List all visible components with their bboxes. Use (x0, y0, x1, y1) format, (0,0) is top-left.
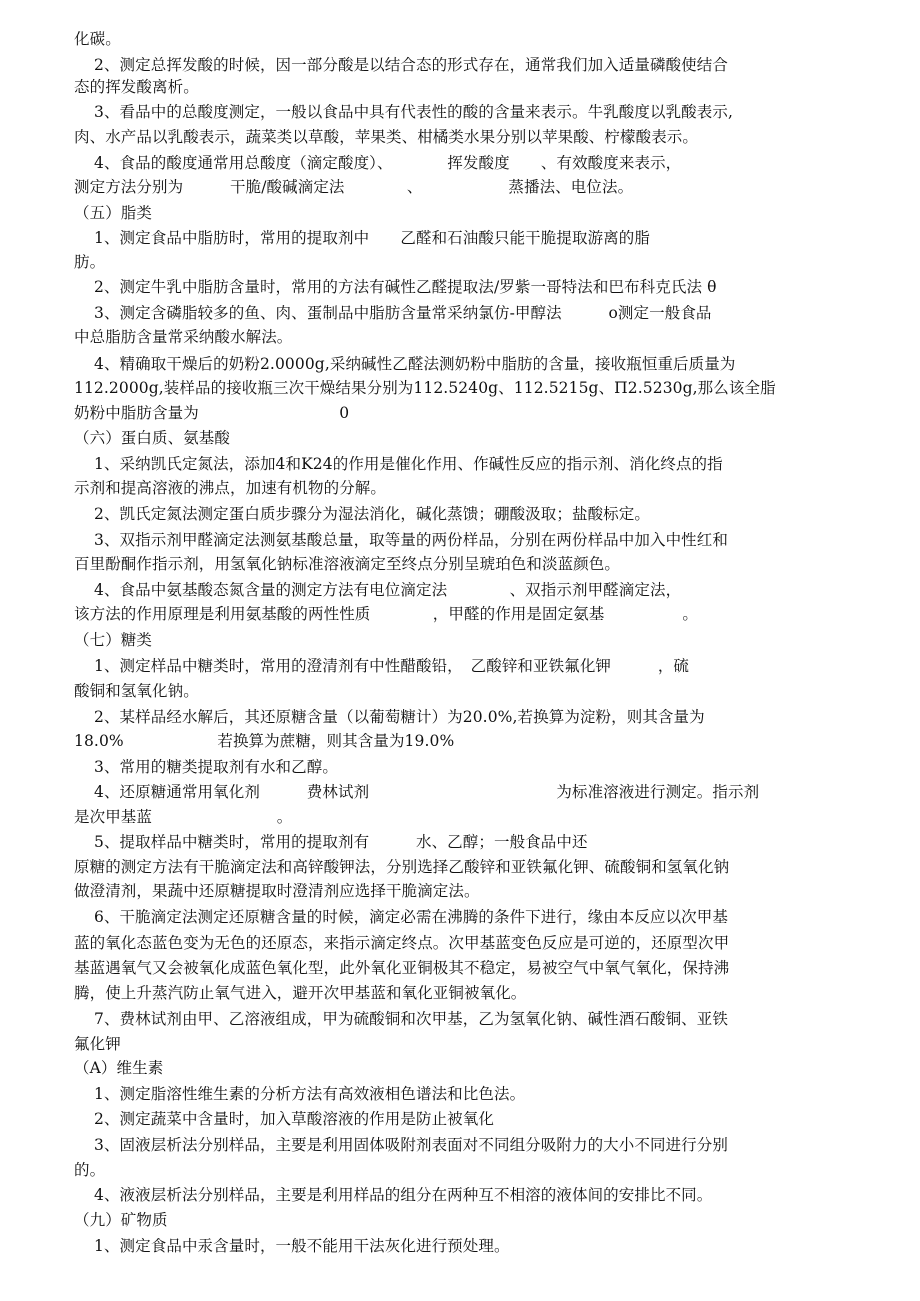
text-line: 3、测定含磷脂较多的鱼、肉、蛋制品中脂肪含量常采纳氯仿-甲醇法 o测定一般食品 (94, 304, 712, 322)
text-line: 1、测定脂溶性维生素的分析方法有高效液相色谱法和比色法。 (94, 1085, 526, 1103)
text-line: 4、还原糖通常用氧化剂 费林试剂 为标准溶液进行测定。指示剂 (94, 783, 760, 801)
text-line: 3、常用的糖类提取剂有水和乙醇。 (94, 758, 338, 776)
text-line: 做澄清剂，果蔬中还原糖提取时澄清剂应选择干脆滴定法。 (74, 882, 480, 900)
text-line: 4、食品的酸度通常用总酸度（滴定酸度）、 挥发酸度 、有效酸度来表示， (94, 154, 682, 172)
text-line: 4、精确取干燥后的奶粉2.0000g,采纳碱性乙醛法测奶粉中脂肪的含量，接收瓶恒重后质量为 (94, 355, 736, 373)
text-line: 态的挥发酸离析。 (74, 78, 199, 96)
text-line: 是次甲基蓝 。 (74, 808, 293, 826)
text-line: 示剂和提高溶液的沸点，加速有机物的分解。 (74, 479, 387, 497)
text-line: 百里酚酮作指示剂，用氢氧化钠标准溶液滴定至终点分别呈琥珀色和淡蓝颜色。 (74, 555, 621, 573)
text-line: 3、固液层析法分别样品，主要是利用固体吸附剂表面对不同组分吸附力的大小不同进行分别 (94, 1136, 728, 1154)
section-heading: （七）糖类 (74, 631, 153, 649)
text-line: 腾，使上升蒸汽防止氧气进入，避开次甲基蓝和氧化亚铜被氧化。 (74, 984, 527, 1002)
text-line: 1、采纳凯氏定氮法，添加4和K24的作用是催化作用、作碱性反应的指示剂、消化终点的指 (94, 455, 723, 473)
text-line: 测定方法分别为 干脆/酸碱滴定法 、 蒸播法、电位法。 (74, 178, 634, 196)
section-heading: （六）蛋白质、氨基酸 (74, 429, 231, 447)
text-line: 4、液液层析法分别样品，主要是利用样品的组分在两种互不相溶的液体间的安排比不同。 (94, 1186, 713, 1204)
text-line: 蓝的氧化态蓝色变为无色的还原态，来指示滴定终点。次甲基蓝变色反应是可逆的，还原型次甲 (74, 934, 730, 952)
section-heading: （九）矿物质 (74, 1211, 168, 1229)
text-line: 该方法的作用原理是利用氨基酸的两性性质 ，甲醛的作用是固定氨基 。 (74, 605, 699, 623)
text-line: 3、双指示剂甲醛滴定法测氨基酸总量，取等量的两份样品，分别在两份样品中加入中性红和 (94, 531, 728, 549)
text-line: 1、测定样品中糖类时，常用的澄清剂有中性醋酸铅， 乙酸锌和亚铁氟化钾 ，硫 (94, 657, 690, 675)
text-line: 2、测定总挥发酸的时候，因一部分酸是以结合态的形式存在，通常我们加入适量磷酸使结合 (94, 56, 728, 74)
text-line: 2、测定牛乳中脂肪含量时，常用的方法有碱性乙醛提取法/罗紫一哥特法和巴布科克氏法 θ (94, 278, 717, 296)
text-line: 中总脂肪含量常采纳酸水解法。 (74, 328, 293, 346)
text-line: 奶粉中脂肪含量为 0 (74, 404, 350, 422)
text-line: 肉、水产品以乳酸表示，蔬菜类以草酸，苹果类、柑橘类水果分别以苹果酸、柠檬酸表示。 (74, 128, 699, 146)
text-line: 2、凯氏定氮法测定蛋白质步骤分为湿法消化，碱化蒸馈；硼酸汲取；盐酸标定。 (94, 505, 650, 523)
text-line: 1、测定食品中汞含量时，一般不能用干法灰化进行预处理。 (94, 1237, 510, 1255)
text-line: 原糖的测定方法有干脆滴定法和高锌酸钾法，分别选择乙酸锌和亚铁氟化钾、硫酸铜和氢氧化钠 (74, 858, 730, 876)
text-line: 4、食品中氨基酸态氮含量的测定方法有电位滴定法 、双指示剂甲醛滴定法， (94, 581, 682, 599)
text-line: 基蓝遇氧气又会被氧化成蓝色氧化型，此外氧化亚铜极其不稳定，易被空气中氧气氧化，保持沸 (74, 959, 730, 977)
text-line: 化碳。 (74, 30, 121, 48)
text-line: 的。 (74, 1161, 106, 1179)
text-line: 5、提取样品中糖类时，常用的提取剂有 水、乙醇；一般食品中还 (94, 833, 588, 851)
text-line: 6、干脆滴定法测定还原糖含量的时候，滴定必需在沸腾的条件下进行，缘由本反应以次甲基 (94, 908, 728, 926)
text-line: 112.2000g,装样品的接收瓶三次干燥结果分别为112.5240g、112.5215g、Π2.5230g,那么该全脂 (74, 379, 776, 397)
section-heading: （A）维生素 (74, 1059, 164, 1077)
section-heading: （五）脂类 (74, 204, 153, 222)
text-line: 肪。 (74, 253, 106, 271)
text-line: 酸铜和氢氧化钠。 (74, 682, 199, 700)
text-line: 18.0% 若换算为蔗糖，则其含量为19.0% (74, 732, 455, 750)
text-line: 3、看品中的总酸度测定，一般以食品中具有代表性的酸的含量来表示。牛乳酸度以乳酸表示, (94, 103, 733, 121)
text-line: 7、费林试剂由甲、乙溶液组成，甲为硫酸铜和次甲基，乙为氢氧化钠、碱性酒石酸铜、亚铁 (94, 1010, 728, 1028)
text-line: 氟化钾 (74, 1035, 121, 1053)
text-line: 2、测定蔬菜中含量时，加入草酸溶液的作用是防止被氧化 (94, 1110, 494, 1128)
text-line: 2、某样品经水解后，其还原糖含量（以葡萄糖计）为20.0%,若换算为淀粉，则其含量为 (94, 708, 705, 726)
text-line: 1、测定食品中脂肪时，常用的提取剂中 乙醛和石油酸只能干脆提取游离的脂 (94, 229, 650, 247)
